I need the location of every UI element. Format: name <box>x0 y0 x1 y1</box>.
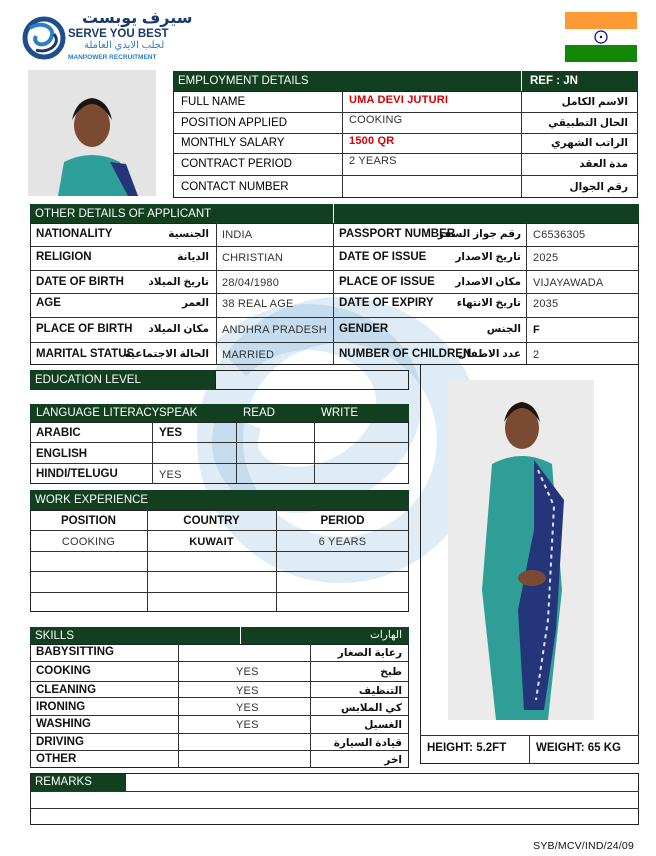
skill-cooking-arabic: طبخ <box>380 666 402 678</box>
other-details-header: OTHER DETAILS OF APPLICANT <box>30 204 639 223</box>
number-of-children-arabic: عدد الاطفال <box>457 348 521 360</box>
skill-ironing-value: YES <box>236 702 259 714</box>
full-name-label: FULL NAME <box>181 96 246 108</box>
logo-tagline: MANPOWER RECRUITMENT <box>68 54 157 61</box>
work-col-country: COUNTRY <box>183 515 240 527</box>
religion-arabic: الديانة <box>177 251 209 263</box>
gender-arabic: الجنس <box>486 323 521 335</box>
age-arabic: العمر <box>181 297 209 309</box>
religion-label: RELIGION <box>36 251 92 263</box>
work-row-period: 6 YEARS <box>318 536 367 548</box>
date-of-expiry-value: 2035 <box>533 298 559 310</box>
full-name-value: UMA DEVI JUTURI <box>349 94 449 106</box>
skill-driving: DRIVING <box>36 736 84 748</box>
skill-cooking: COOKING <box>36 665 91 677</box>
date-of-expiry-label: DATE OF EXPIRY <box>339 297 434 309</box>
footer-code: SYB/MCV/IND/24/09 <box>533 840 634 852</box>
nationality-label: NATIONALITY <box>36 228 113 240</box>
work-row-position: COOKING <box>61 536 116 548</box>
education-value <box>215 370 409 390</box>
monthly-salary-arabic: الراتب الشهري <box>551 137 628 149</box>
date-of-birth-label: DATE OF BIRTH <box>36 276 124 288</box>
skill-babysitting-arabic: رعاية الصغار <box>337 647 402 659</box>
skill-other: OTHER <box>36 753 77 765</box>
gender-label: GENDER <box>339 323 389 335</box>
place-of-birth-value: ANDHRA PRADESH <box>222 324 327 336</box>
applicant-photo-full <box>448 380 594 720</box>
skill-other-arabic: اخر <box>384 754 402 766</box>
language-arabic: ARABIC <box>36 427 81 439</box>
passport-number-value: C6536305 <box>533 229 586 241</box>
nationality-value: INDIA <box>222 229 253 241</box>
work-col-position: POSITION <box>61 515 116 527</box>
date-of-birth-value: 28/04/1980 <box>222 277 280 289</box>
india-flag-icon <box>565 12 637 62</box>
remarks-header: REMARKS <box>30 773 126 791</box>
marital-status-value: MARRIED <box>222 349 275 361</box>
language-header-speak: SPEAK <box>159 407 198 419</box>
skill-washing-arabic: الغسيل <box>364 719 402 731</box>
contract-period-value: 2 YEARS <box>349 155 397 167</box>
monthly-salary-label: MONTHLY SALARY <box>181 137 285 149</box>
skill-cleaning: CLEANING <box>36 684 97 696</box>
contact-number-arabic: رقم الجوال <box>569 181 628 193</box>
skill-cleaning-arabic: التنظيف <box>358 685 402 697</box>
skill-babysitting: BABYSITTING <box>36 646 114 658</box>
place-of-issue-arabic: مكان الاصدار <box>455 276 521 288</box>
place-of-birth-label: PLACE OF BIRTH <box>36 323 133 335</box>
place-of-issue-label: PLACE OF ISSUE <box>339 276 435 288</box>
gender-value: F <box>533 324 540 336</box>
language-header-literacy: LANGUAGE LITERACY <box>36 407 160 419</box>
work-col-period: PERIOD <box>320 515 365 527</box>
passport-number-arabic: رقم جواز السفر <box>437 228 521 240</box>
monthly-salary-value: 1500 QR <box>349 135 395 147</box>
marital-status-label: MARITAL STATUS <box>36 348 135 360</box>
logo-arabic: سيرف يوبست <box>82 10 193 27</box>
skill-washing: WASHING <box>36 718 91 730</box>
skill-ironing-arabic: كي الملابس <box>341 702 402 714</box>
language-header-write: WRITE <box>321 407 359 419</box>
language-english: ENGLISH <box>36 448 88 460</box>
skill-cooking-value: YES <box>236 666 259 678</box>
contract-period-label: CONTRACT PERIOD <box>181 158 292 170</box>
skills-header: SKILLS <box>30 627 409 644</box>
place-of-birth-arabic: مكان الميلاد <box>148 323 209 335</box>
skill-washing-value: YES <box>236 719 259 731</box>
number-of-children-value: 2 <box>533 349 540 361</box>
skill-cleaning-value: YES <box>236 685 259 697</box>
religion-value: CHRISTIAN <box>222 252 284 264</box>
weight-value: WEIGHT: 65 KG <box>536 742 621 754</box>
height-value: HEIGHT: 5.2FT <box>427 742 507 754</box>
position-applied-arabic: الحال التطبيقي <box>548 117 628 129</box>
work-experience-header: WORK EXPERIENCE <box>30 490 409 510</box>
language-hindi-speak: YES <box>159 469 182 481</box>
date-of-issue-label: DATE OF ISSUE <box>339 251 427 263</box>
marital-status-arabic: الحالة الاجتماعية <box>124 348 209 360</box>
date-of-issue-value: 2025 <box>533 252 559 264</box>
date-of-birth-arabic: تاريخ الميلاد <box>148 276 209 288</box>
passport-number-label: PASSPORT NUMBER <box>339 228 456 240</box>
ref-label: REF : JN <box>530 75 578 87</box>
date-of-expiry-arabic: تاريخ الانتهاء <box>456 297 521 309</box>
full-name-arabic: الاسم الكامل <box>561 96 628 108</box>
logo-arabic-sub: لجلب الايدي العاملة <box>84 40 165 51</box>
applicant-photo-small <box>28 70 156 196</box>
contact-number-label: CONTACT NUMBER <box>181 181 289 193</box>
education-header: EDUCATION LEVEL <box>30 370 215 390</box>
age-value: 38 REAL AGE <box>222 298 294 310</box>
contract-period-arabic: مدة العقد <box>579 158 628 170</box>
logo-name: SERVE YOU BEST <box>68 28 169 40</box>
language-header-read: READ <box>243 407 275 419</box>
position-applied-label: POSITION APPLIED <box>181 117 288 129</box>
position-applied-value: COOKING <box>349 114 403 126</box>
company-logo-icon <box>22 14 66 62</box>
language-hindi: HINDI/TELUGU <box>36 468 118 480</box>
age-label: AGE <box>36 297 61 309</box>
skill-ironing: IRONING <box>36 701 86 713</box>
work-row-country: KUWAIT <box>189 536 234 548</box>
nationality-arabic: الجنسية <box>168 228 209 240</box>
place-of-issue-value: VIJAYAWADA <box>533 277 604 289</box>
skill-driving-arabic: قيادة السيارة <box>333 737 402 749</box>
skills-header-arabic: الهارات <box>369 629 402 641</box>
number-of-children-label: NUMBER OF CHILDREN <box>339 348 472 360</box>
employment-header: EMPLOYMENT DETAILS <box>173 71 638 91</box>
language-arabic-speak: YES <box>159 427 183 439</box>
date-of-issue-arabic: تاريخ الاصدار <box>455 251 521 263</box>
